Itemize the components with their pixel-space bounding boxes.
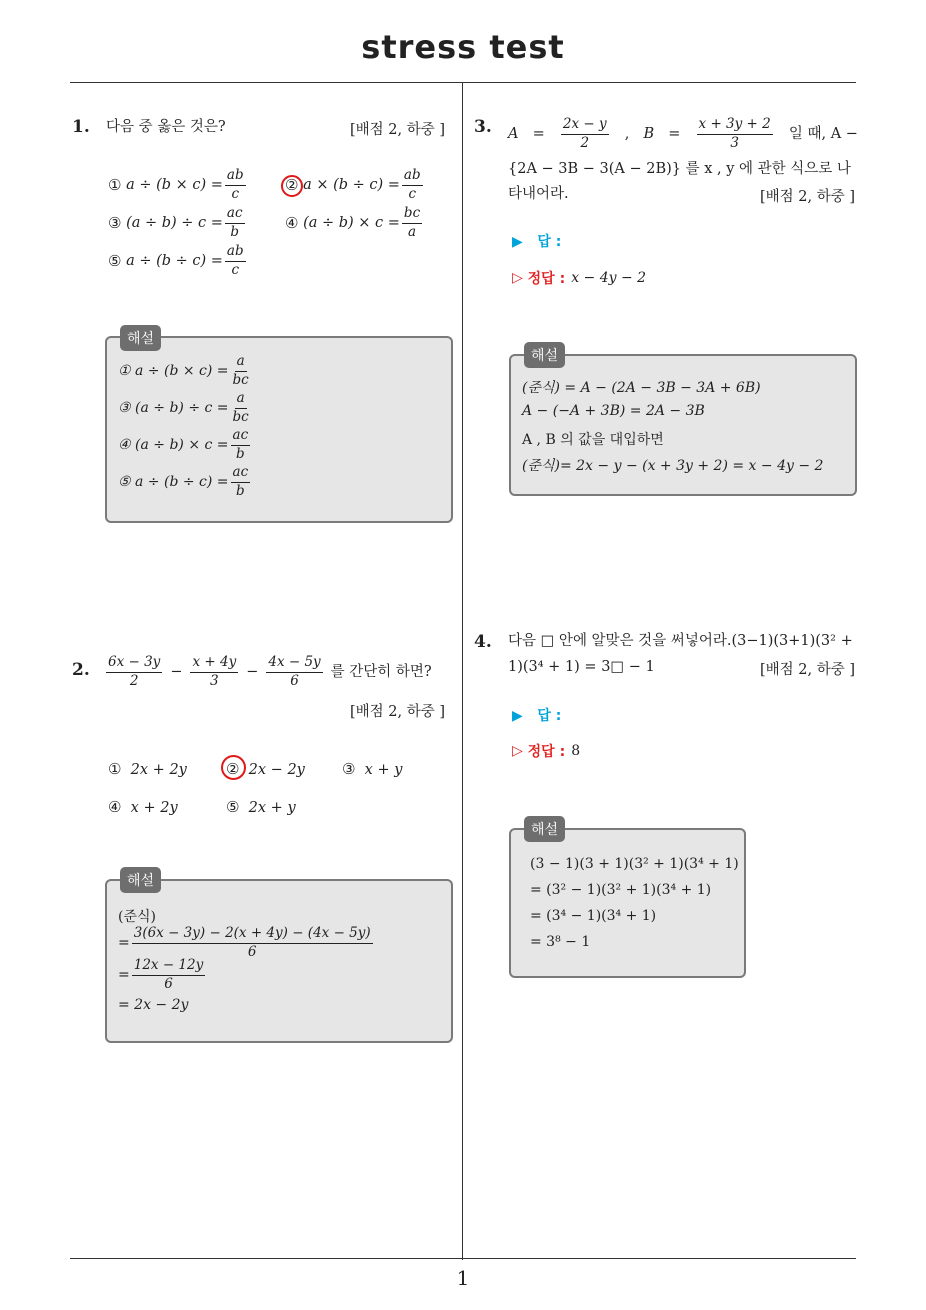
explanation-expression: ① a ÷ (b × c) = [118, 363, 229, 380]
fraction-numerator: ac [231, 428, 251, 446]
fraction-denominator: c [231, 185, 240, 202]
choice-2[interactable] [226, 760, 305, 779]
answer-row[interactable] [512, 705, 561, 725]
correct-value: 8 [571, 743, 581, 759]
fraction-numerator: ac [231, 465, 251, 483]
choice-expression: (a ÷ b) ÷ c = [126, 214, 223, 231]
fraction-denominator: 3 [730, 134, 739, 151]
fraction-numerator: ac [225, 206, 245, 224]
choice-mark: ④ [108, 798, 122, 816]
question-line-1: 다음 □ 안에 알맞은 것을 써넣어라.(3−1)(3+1)(3² + [508, 633, 853, 649]
choice-3[interactable] [108, 206, 247, 240]
header-rule [70, 82, 856, 83]
explanation-line: = 2x − 2y [118, 997, 189, 1013]
fraction-denominator: c [231, 261, 240, 278]
choice-expression: a ÷ (b ÷ c) = [126, 252, 223, 269]
choice-5[interactable] [226, 798, 296, 817]
choice-3[interactable] [342, 760, 402, 779]
choice-expression: x + y [364, 762, 403, 778]
question-text: 일 때, A − [788, 125, 858, 142]
explanation-label: 해설 [524, 342, 565, 368]
equals-sign: = [532, 125, 545, 142]
explanation-box [509, 828, 746, 978]
explanation-expression: ③ (a ÷ b) ÷ c = [118, 400, 229, 417]
fraction-numerator: x + 4y [190, 655, 238, 673]
question-number: 2. [72, 660, 90, 680]
fraction-denominator: b [230, 223, 240, 240]
choice-mark: ⑤ [108, 251, 122, 270]
explanation-line: (3 − 1)(3 + 1)(3² + 1)(3⁴ + 1) [530, 856, 739, 872]
question-line-2: {2A − 3B − 3(A − 2B)} 를 x , y 에 관한 식으로 나 [508, 161, 851, 177]
fraction-denominator: bc [232, 371, 249, 388]
explanation-line: (준식) [118, 909, 156, 925]
explanation-label: 해설 [120, 325, 161, 351]
fraction-denominator: 3 [210, 672, 219, 689]
fraction-denominator: a [407, 223, 417, 240]
choice-5[interactable] [108, 244, 248, 278]
fraction-numerator: ab [225, 244, 246, 262]
page-number: 1 [456, 1266, 470, 1290]
column-divider [462, 82, 463, 1260]
question-number: 4. [474, 632, 492, 652]
choice-expression: a ÷ (b × c) = [126, 176, 223, 193]
correct-value: x − 4y − 2 [571, 270, 647, 286]
footer-rule [70, 1258, 856, 1259]
fraction-denominator: bc [232, 408, 249, 425]
fraction-denominator: b [236, 445, 245, 462]
outline-play-icon: ▷ [512, 270, 523, 286]
question-number: 3. [474, 117, 492, 137]
question-number: 1. [72, 117, 90, 137]
choice-mark: ② [226, 760, 240, 778]
fraction-denominator: 2 [129, 672, 139, 689]
explanation-line: (준식)= 2x − y − (x + 3y + 2) = x − 4y − 2 [522, 458, 824, 474]
explanation-line [118, 428, 252, 462]
question-tail: 를 간단히 하면? [330, 663, 432, 680]
explanation-label: 해설 [524, 816, 565, 842]
choice-4[interactable] [285, 206, 424, 240]
explanation-expression: ⑤ a ÷ (b ÷ c) = [118, 474, 229, 491]
fraction-denominator: 6 [247, 943, 257, 960]
answer-row[interactable] [512, 231, 561, 251]
question-line-2: 1)(3⁴ + 1) = 3□ − 1 [508, 659, 655, 675]
fraction-numerator: 4x − 5y [266, 655, 322, 673]
play-icon: ▶ [512, 234, 523, 250]
choice-mark: ④ [285, 213, 299, 232]
score-label: [배점 2, 하중 ] [760, 189, 856, 205]
explanation-line [118, 958, 207, 992]
explanation-expression: ④ (a ÷ b) × c = [118, 437, 229, 454]
fraction-numerator: x + 3y + 2 [697, 117, 773, 135]
fraction-numerator: a [235, 354, 247, 372]
explanation-line [118, 465, 252, 499]
choice-4[interactable] [108, 798, 178, 817]
choice-expression: 2x + y [248, 800, 296, 816]
question-line-3: 타내어라. [508, 186, 569, 202]
score-label: [배점 2, 하중 ] [760, 662, 856, 678]
choice-mark: ③ [108, 213, 122, 232]
choice-1[interactable] [108, 760, 187, 779]
choice-1[interactable] [108, 168, 248, 202]
page-title: stress test [361, 28, 565, 66]
comma: , [624, 125, 630, 142]
choice-mark: ① [108, 175, 122, 194]
fraction-denominator: 6 [164, 975, 173, 992]
explanation-line: A − (−A + 3B) = 2A − 3B [522, 403, 705, 419]
choice-2[interactable] [285, 168, 425, 202]
outline-play-icon: ▷ [512, 743, 523, 759]
question-text [104, 655, 432, 689]
explanation-line: = 3⁸ − 1 [530, 934, 591, 950]
fraction-denominator: c [408, 185, 417, 202]
fraction-numerator: ab [402, 168, 423, 186]
equals-sign: = [118, 935, 130, 952]
fraction-numerator: 3(6x − 3y) − 2(x + 4y) − (4x − 5y) [132, 926, 373, 944]
variable-a: A [508, 125, 519, 142]
fraction-numerator: a [235, 391, 247, 409]
explanation-line: = (3² − 1)(3² + 1)(3⁴ + 1) [530, 882, 712, 898]
correct-label: 정답 : [527, 744, 566, 760]
fraction-numerator: 12x − 12y [132, 958, 206, 976]
answer-label: 답 : [537, 234, 562, 250]
explanation-line [118, 354, 253, 388]
explanation-label: 해설 [120, 867, 161, 893]
choice-mark: ② [285, 175, 299, 194]
fraction-numerator: 6x − 3y [106, 655, 162, 673]
answer-label: 답 : [537, 708, 562, 724]
equals-sign: = [118, 967, 130, 984]
operator: − [246, 663, 259, 680]
equals-sign: = [668, 125, 681, 142]
question-line-1 [508, 117, 858, 151]
fraction-denominator: b [236, 482, 245, 499]
fraction-numerator: 2x − y [561, 117, 609, 135]
operator: − [170, 663, 183, 680]
question-text: 다음 중 옳은 것은? [106, 119, 226, 135]
choice-expression: a × (b ÷ c) = [303, 176, 400, 193]
choice-expression: (a ÷ b) × c = [303, 214, 400, 231]
explanation-line [118, 926, 375, 960]
choice-expression: x + 2y [130, 800, 178, 816]
choice-mark: ③ [342, 760, 356, 778]
variable-b: B [643, 125, 655, 142]
explanation-line: A , B 의 값을 대입하면 [522, 432, 664, 448]
score-label: [배점 2, 하중 ] [350, 122, 446, 138]
score-label: [배점 2, 하중 ] [350, 704, 446, 720]
choice-expression: 2x + 2y [130, 762, 187, 778]
correct-answer-row [512, 741, 580, 761]
fraction-denominator: 6 [290, 672, 299, 689]
choice-expression: 2x − 2y [248, 762, 305, 778]
explanation-line: (준식) = A − (2A − 3B − 3A + 6B) [522, 380, 761, 396]
choice-mark: ⑤ [226, 798, 240, 816]
explanation-line [118, 391, 253, 425]
fraction-denominator: 2 [580, 134, 590, 151]
correct-label: 정답 : [527, 271, 566, 287]
correct-answer-row [512, 268, 646, 288]
fraction-numerator: ab [225, 168, 246, 186]
play-icon: ▶ [512, 708, 523, 724]
explanation-line: = (3⁴ − 1)(3⁴ + 1) [530, 908, 657, 924]
fraction-numerator: bc [402, 206, 422, 224]
choice-mark: ① [108, 760, 122, 778]
